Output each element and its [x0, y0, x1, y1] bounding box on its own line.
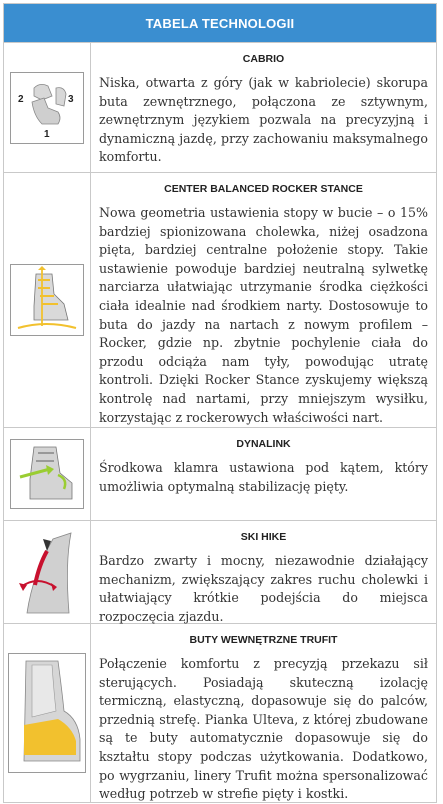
- text-cell: [91, 624, 436, 802]
- icon-cell: [4, 173, 91, 427]
- text-cell: [91, 521, 436, 623]
- row-title: DYNALINK: [236, 438, 291, 450]
- table-row-ski-hike: [4, 520, 436, 623]
- icon-cell: [4, 428, 91, 520]
- text-cell: [91, 43, 436, 172]
- cabrio-label-2: 2: [18, 93, 24, 105]
- icon-cell: [4, 624, 91, 802]
- rocker-stance-boot-icon: [10, 264, 84, 336]
- text-cell: [91, 173, 436, 427]
- ski-hike-mechanism-icon: [7, 527, 87, 617]
- table-row-cabrio: [4, 42, 436, 172]
- table-title: TABELA TECHNOLOGII: [145, 15, 295, 31]
- cabrio-shell-icon: [10, 72, 84, 144]
- row-description: Nowa geometria ustawienia stopy w bucie – o 15% bardziej spionizowana cholewka, niżej osadzona pięta, bardziej centralne położenie stopy. Takie ustawienie powoduje bardziej neutralną sylwetkę narciarza ułatwiając utrzymanie środka ciężkości ciała idealnie nad środkiem narty. Dostosowuje to buta do jazdy na nartach z nowym profilem – Rocker, gdzie np. zbytnie pochylenie ciała do przodu odciąża nam tyły, powodując utratę kontroli. Dzięki Rocker Stance zyskujemy większą kontrolę nad nartami, przy mniejszym wysiłku, korzystając z rockerowych właściwości nart.: [99, 205, 428, 425]
- table-row-trufit: [4, 623, 436, 802]
- row-title: SKI HIKE: [240, 531, 287, 543]
- icon-cell: [4, 43, 91, 172]
- row-title: CABRIO: [242, 53, 285, 65]
- cabrio-label-3: 3: [68, 93, 74, 105]
- row-title: CENTER BALANCED ROCKER STANCE: [164, 183, 363, 195]
- row-title: BUTY WEWNĘTRZNE TRUFIT: [189, 634, 338, 646]
- dynalink-buckle-icon: [10, 439, 84, 509]
- trufit-liner-icon: [8, 653, 86, 773]
- icon-cell: [4, 521, 91, 623]
- text-cell: [91, 428, 436, 520]
- row-description: Niska, otwarta z góry (jak w kabriolecie) skorupa buta zewnętrznego, połączona ze sztywnym, zewnętrznym językiem pozwala na precyzyjną i dynamiczną jazdę, przy zachowaniu maksymalnego komfortu.: [99, 75, 428, 165]
- table-row-dynalink: [4, 427, 436, 520]
- table-header: [4, 4, 436, 42]
- cabrio-label-1: 1: [44, 128, 50, 140]
- row-description: Bardzo zwarty i mocny, niezawodnie działający mechanizm, zwiększający zakres ruchu cholewki i ułatwiający krótkie podejścia do miejsca rozpoczęcia zjazdu.: [99, 553, 428, 624]
- technology-table: [3, 3, 437, 803]
- row-description: Połączenie komfortu z precyzją przekazu sił sterujących. Posiadają skuteczną izolację termiczną, elastyczną, dopasowuje się do palców, przednią strefę. Pianka Ulteva, z której zbudowane są te buty automatycznie dopasowuje się do kształtu stopy podczas użytkowania. Dodatkowo, po wygrzaniu, linery Trufit można spersonalizować według potrzeb w strefie pięty i kostki.: [99, 656, 428, 802]
- table-row-rocker-stance: [4, 172, 436, 427]
- row-description: Środkowa klamra ustawiona pod kątem, który umożliwia optymalną stabilizację pięty.: [99, 460, 428, 494]
